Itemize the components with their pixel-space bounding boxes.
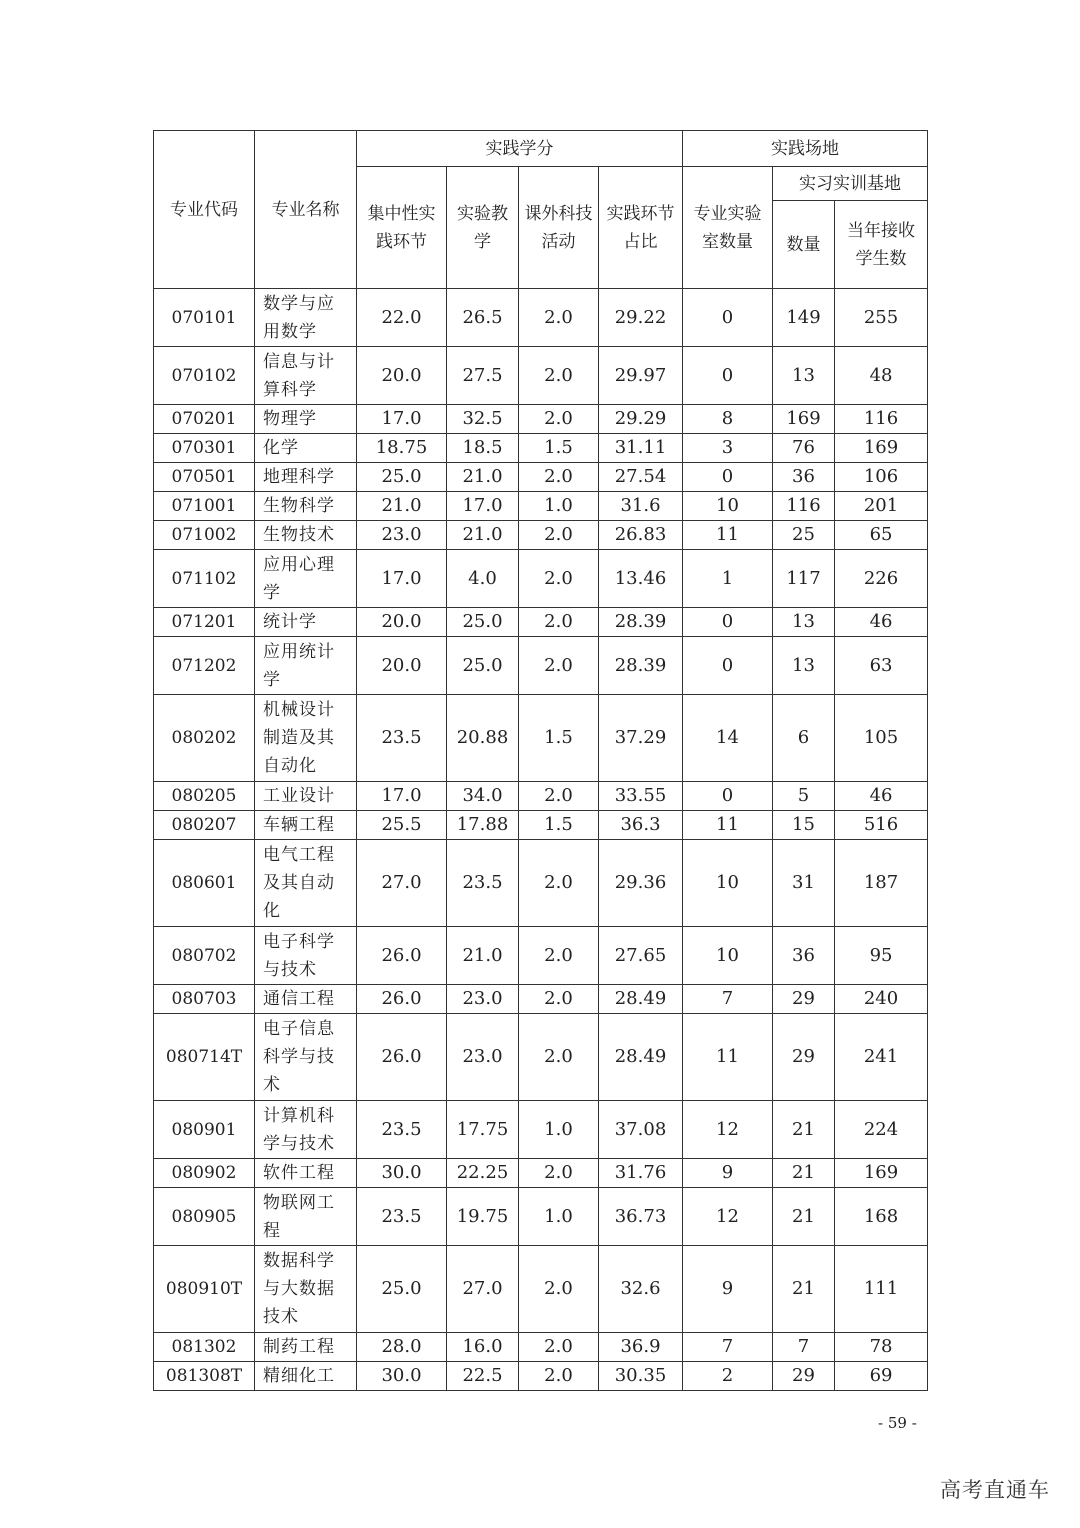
cell-extracurricular: 2.0	[519, 289, 599, 347]
cell-extracurricular: 2.0	[519, 782, 599, 811]
cell-concentrated: 28.0	[357, 1333, 447, 1362]
cell-labs: 10	[683, 492, 773, 521]
cell-concentrated: 27.0	[357, 840, 447, 927]
cell-base-count: 29	[773, 985, 835, 1014]
cell-labs: 0	[683, 289, 773, 347]
table-row	[154, 492, 928, 521]
cell-name: 软件工程	[255, 1159, 357, 1188]
cell-ratio: 37.29	[599, 695, 683, 782]
cell-code: 070101	[154, 289, 255, 347]
cell-extracurricular: 2.0	[519, 347, 599, 405]
header-base-count: 数量	[773, 201, 835, 289]
cell-extracurricular: 2.0	[519, 1362, 599, 1391]
cell-name: 信息与计算科学	[255, 347, 357, 405]
cell-code: 080901	[154, 1101, 255, 1159]
cell-ratio: 28.49	[599, 1014, 683, 1101]
header-students: 当年接收学生数	[835, 201, 928, 289]
table-row	[154, 608, 928, 637]
cell-name: 数据科学与大数据技术	[255, 1246, 357, 1333]
cell-experimental: 25.0	[447, 637, 519, 695]
cell-concentrated: 21.0	[357, 492, 447, 521]
cell-experimental: 21.0	[447, 927, 519, 985]
cell-labs: 0	[683, 782, 773, 811]
cell-concentrated: 20.0	[357, 637, 447, 695]
cell-labs: 12	[683, 1188, 773, 1246]
cell-experimental: 4.0	[447, 550, 519, 608]
cell-concentrated: 23.0	[357, 521, 447, 550]
cell-base-count: 13	[773, 637, 835, 695]
cell-code: 071001	[154, 492, 255, 521]
cell-ratio: 36.9	[599, 1333, 683, 1362]
header-experimental: 实验教学	[447, 167, 519, 289]
cell-experimental: 27.5	[447, 347, 519, 405]
cell-students: 255	[835, 289, 928, 347]
table-row	[154, 1188, 928, 1246]
cell-code: 080902	[154, 1159, 255, 1188]
cell-experimental: 16.0	[447, 1333, 519, 1362]
table-row	[154, 985, 928, 1014]
cell-ratio: 32.6	[599, 1246, 683, 1333]
cell-name: 数学与应用数学	[255, 289, 357, 347]
cell-concentrated: 25.5	[357, 811, 447, 840]
cell-labs: 7	[683, 985, 773, 1014]
cell-base-count: 21	[773, 1188, 835, 1246]
cell-labs: 9	[683, 1246, 773, 1333]
cell-ratio: 37.08	[599, 1101, 683, 1159]
cell-code: 080905	[154, 1188, 255, 1246]
cell-name: 电子信息科学与技术	[255, 1014, 357, 1101]
cell-base-count: 29	[773, 1014, 835, 1101]
cell-experimental: 21.0	[447, 521, 519, 550]
cell-labs: 0	[683, 347, 773, 405]
cell-base-count: 7	[773, 1333, 835, 1362]
cell-ratio: 27.54	[599, 463, 683, 492]
cell-name: 制药工程	[255, 1333, 357, 1362]
cell-labs: 10	[683, 927, 773, 985]
cell-code: 081308T	[154, 1362, 255, 1391]
cell-labs: 9	[683, 1159, 773, 1188]
cell-name: 车辆工程	[255, 811, 357, 840]
cell-experimental: 32.5	[447, 405, 519, 434]
cell-code: 071102	[154, 550, 255, 608]
cell-concentrated: 17.0	[357, 405, 447, 434]
cell-code: 080601	[154, 840, 255, 927]
cell-name: 计算机科学与技术	[255, 1101, 357, 1159]
cell-concentrated: 17.0	[357, 550, 447, 608]
cell-students: 116	[835, 405, 928, 434]
cell-base-count: 36	[773, 463, 835, 492]
cell-labs: 7	[683, 1333, 773, 1362]
cell-concentrated: 17.0	[357, 782, 447, 811]
cell-base-count: 116	[773, 492, 835, 521]
cell-code: 080714T	[154, 1014, 255, 1101]
cell-name: 工业设计	[255, 782, 357, 811]
cell-experimental: 22.25	[447, 1159, 519, 1188]
cell-name: 地理科学	[255, 463, 357, 492]
cell-base-count: 21	[773, 1246, 835, 1333]
table-row	[154, 434, 928, 463]
cell-name: 生物科学	[255, 492, 357, 521]
cell-labs: 10	[683, 840, 773, 927]
cell-concentrated: 25.0	[357, 463, 447, 492]
cell-code: 071201	[154, 608, 255, 637]
cell-base-count: 13	[773, 608, 835, 637]
cell-labs: 12	[683, 1101, 773, 1159]
cell-students: 111	[835, 1246, 928, 1333]
cell-ratio: 29.29	[599, 405, 683, 434]
cell-extracurricular: 2.0	[519, 840, 599, 927]
cell-students: 240	[835, 985, 928, 1014]
cell-students: 48	[835, 347, 928, 405]
cell-extracurricular: 2.0	[519, 985, 599, 1014]
cell-students: 516	[835, 811, 928, 840]
cell-ratio: 28.39	[599, 608, 683, 637]
header-group-credits: 实践学分	[357, 131, 683, 167]
header-group-base: 实习实训基地	[773, 167, 928, 201]
header-group-venue: 实践场地	[683, 131, 928, 167]
cell-ratio: 28.49	[599, 985, 683, 1014]
cell-name: 机械设计制造及其自动化	[255, 695, 357, 782]
header-extracurricular: 课外科技活动	[519, 167, 599, 289]
cell-extracurricular: 2.0	[519, 463, 599, 492]
cell-name: 物理学	[255, 405, 357, 434]
header-code: 专业代码	[154, 131, 255, 289]
table-row	[154, 637, 928, 695]
cell-extracurricular: 1.5	[519, 695, 599, 782]
cell-code: 070501	[154, 463, 255, 492]
table-header	[154, 131, 928, 289]
cell-concentrated: 30.0	[357, 1362, 447, 1391]
table-row	[154, 289, 928, 347]
table-row	[154, 463, 928, 492]
cell-concentrated: 23.5	[357, 1188, 447, 1246]
cell-students: 168	[835, 1188, 928, 1246]
cell-code: 081302	[154, 1333, 255, 1362]
cell-ratio: 29.97	[599, 347, 683, 405]
cell-ratio: 30.35	[599, 1362, 683, 1391]
cell-students: 95	[835, 927, 928, 985]
cell-labs: 0	[683, 463, 773, 492]
cell-ratio: 29.22	[599, 289, 683, 347]
cell-students: 187	[835, 840, 928, 927]
cell-concentrated: 18.75	[357, 434, 447, 463]
cell-students: 78	[835, 1333, 928, 1362]
cell-students: 169	[835, 434, 928, 463]
table-row	[154, 550, 928, 608]
cell-students: 69	[835, 1362, 928, 1391]
cell-labs: 0	[683, 608, 773, 637]
cell-extracurricular: 1.0	[519, 1188, 599, 1246]
cell-code: 071202	[154, 637, 255, 695]
table-row	[154, 1333, 928, 1362]
cell-experimental: 18.5	[447, 434, 519, 463]
table-row	[154, 927, 928, 985]
cell-concentrated: 22.0	[357, 289, 447, 347]
cell-experimental: 17.88	[447, 811, 519, 840]
cell-ratio: 13.46	[599, 550, 683, 608]
table-row	[154, 1362, 928, 1391]
watermark-text: 高考直通车	[940, 1478, 1050, 1502]
cell-name: 通信工程	[255, 985, 357, 1014]
cell-code: 070102	[154, 347, 255, 405]
cell-code: 080207	[154, 811, 255, 840]
table-row	[154, 840, 928, 927]
cell-name: 应用心理学	[255, 550, 357, 608]
cell-concentrated: 26.0	[357, 985, 447, 1014]
cell-base-count: 117	[773, 550, 835, 608]
table-row	[154, 782, 928, 811]
cell-students: 105	[835, 695, 928, 782]
cell-concentrated: 25.0	[357, 1246, 447, 1333]
cell-labs: 11	[683, 1014, 773, 1101]
cell-ratio: 31.6	[599, 492, 683, 521]
practice-table	[153, 130, 928, 1391]
cell-extracurricular: 2.0	[519, 1246, 599, 1333]
cell-base-count: 76	[773, 434, 835, 463]
cell-concentrated: 30.0	[357, 1159, 447, 1188]
cell-concentrated: 20.0	[357, 347, 447, 405]
header-name: 专业名称	[255, 131, 357, 289]
cell-students: 63	[835, 637, 928, 695]
cell-extracurricular: 1.5	[519, 434, 599, 463]
cell-ratio: 28.39	[599, 637, 683, 695]
cell-extracurricular: 2.0	[519, 1333, 599, 1362]
cell-base-count: 13	[773, 347, 835, 405]
cell-base-count: 31	[773, 840, 835, 927]
cell-extracurricular: 2.0	[519, 521, 599, 550]
cell-name: 精细化工	[255, 1362, 357, 1391]
table-row	[154, 1101, 928, 1159]
cell-students: 224	[835, 1101, 928, 1159]
cell-students: 65	[835, 521, 928, 550]
table-body	[154, 289, 928, 1391]
cell-labs: 8	[683, 405, 773, 434]
header-labs: 专业实验室数量	[683, 167, 773, 289]
cell-ratio: 33.55	[599, 782, 683, 811]
cell-experimental: 17.75	[447, 1101, 519, 1159]
cell-extracurricular: 2.0	[519, 405, 599, 434]
cell-name: 电气工程及其自动化	[255, 840, 357, 927]
cell-students: 169	[835, 1159, 928, 1188]
cell-extracurricular: 2.0	[519, 550, 599, 608]
cell-name: 生物技术	[255, 521, 357, 550]
cell-extracurricular: 2.0	[519, 1014, 599, 1101]
cell-name: 电子科学与技术	[255, 927, 357, 985]
cell-ratio: 29.36	[599, 840, 683, 927]
cell-code: 080703	[154, 985, 255, 1014]
cell-experimental: 19.75	[447, 1188, 519, 1246]
cell-extracurricular: 2.0	[519, 927, 599, 985]
cell-experimental: 23.0	[447, 1014, 519, 1101]
cell-experimental: 26.5	[447, 289, 519, 347]
cell-base-count: 29	[773, 1362, 835, 1391]
cell-code: 080205	[154, 782, 255, 811]
cell-name: 化学	[255, 434, 357, 463]
cell-students: 241	[835, 1014, 928, 1101]
cell-ratio: 27.65	[599, 927, 683, 985]
cell-experimental: 22.5	[447, 1362, 519, 1391]
cell-code: 070301	[154, 434, 255, 463]
cell-experimental: 25.0	[447, 608, 519, 637]
cell-code: 080702	[154, 927, 255, 985]
cell-base-count: 36	[773, 927, 835, 985]
cell-extracurricular: 1.0	[519, 1101, 599, 1159]
cell-base-count: 6	[773, 695, 835, 782]
cell-extracurricular: 1.0	[519, 492, 599, 521]
cell-extracurricular: 1.5	[519, 811, 599, 840]
cell-experimental: 23.5	[447, 840, 519, 927]
table-row	[154, 1159, 928, 1188]
cell-code: 071002	[154, 521, 255, 550]
cell-base-count: 15	[773, 811, 835, 840]
cell-concentrated: 23.5	[357, 695, 447, 782]
cell-base-count: 21	[773, 1159, 835, 1188]
cell-concentrated: 20.0	[357, 608, 447, 637]
table-row	[154, 521, 928, 550]
cell-students: 226	[835, 550, 928, 608]
cell-base-count: 149	[773, 289, 835, 347]
table-row	[154, 1246, 928, 1333]
cell-name: 统计学	[255, 608, 357, 637]
cell-concentrated: 26.0	[357, 1014, 447, 1101]
header-concentrated: 集中性实践环节	[357, 167, 447, 289]
table-row	[154, 347, 928, 405]
cell-name: 物联网工程	[255, 1188, 357, 1246]
cell-experimental: 23.0	[447, 985, 519, 1014]
cell-base-count: 25	[773, 521, 835, 550]
cell-labs: 11	[683, 521, 773, 550]
cell-labs: 14	[683, 695, 773, 782]
cell-experimental: 21.0	[447, 463, 519, 492]
cell-code: 080202	[154, 695, 255, 782]
table-row	[154, 1014, 928, 1101]
cell-concentrated: 26.0	[357, 927, 447, 985]
table-row	[154, 405, 928, 434]
cell-experimental: 27.0	[447, 1246, 519, 1333]
cell-experimental: 17.0	[447, 492, 519, 521]
cell-extracurricular: 2.0	[519, 1159, 599, 1188]
cell-name: 应用统计学	[255, 637, 357, 695]
table-row	[154, 811, 928, 840]
cell-code: 080910T	[154, 1246, 255, 1333]
cell-experimental: 20.88	[447, 695, 519, 782]
cell-extracurricular: 2.0	[519, 608, 599, 637]
cell-students: 106	[835, 463, 928, 492]
cell-students: 201	[835, 492, 928, 521]
cell-code: 070201	[154, 405, 255, 434]
cell-labs: 1	[683, 550, 773, 608]
cell-students: 46	[835, 782, 928, 811]
header-ratio: 实践环节占比	[599, 167, 683, 289]
cell-base-count: 21	[773, 1101, 835, 1159]
cell-ratio: 31.76	[599, 1159, 683, 1188]
cell-students: 46	[835, 608, 928, 637]
cell-ratio: 26.83	[599, 521, 683, 550]
cell-ratio: 36.73	[599, 1188, 683, 1246]
cell-labs: 11	[683, 811, 773, 840]
cell-ratio: 36.3	[599, 811, 683, 840]
cell-labs: 3	[683, 434, 773, 463]
cell-base-count: 169	[773, 405, 835, 434]
cell-ratio: 31.11	[599, 434, 683, 463]
cell-extracurricular: 2.0	[519, 637, 599, 695]
cell-labs: 2	[683, 1362, 773, 1391]
cell-experimental: 34.0	[447, 782, 519, 811]
page-number: - 59 -	[878, 1414, 917, 1432]
cell-labs: 0	[683, 637, 773, 695]
table-row	[154, 695, 928, 782]
cell-concentrated: 23.5	[357, 1101, 447, 1159]
cell-base-count: 5	[773, 782, 835, 811]
